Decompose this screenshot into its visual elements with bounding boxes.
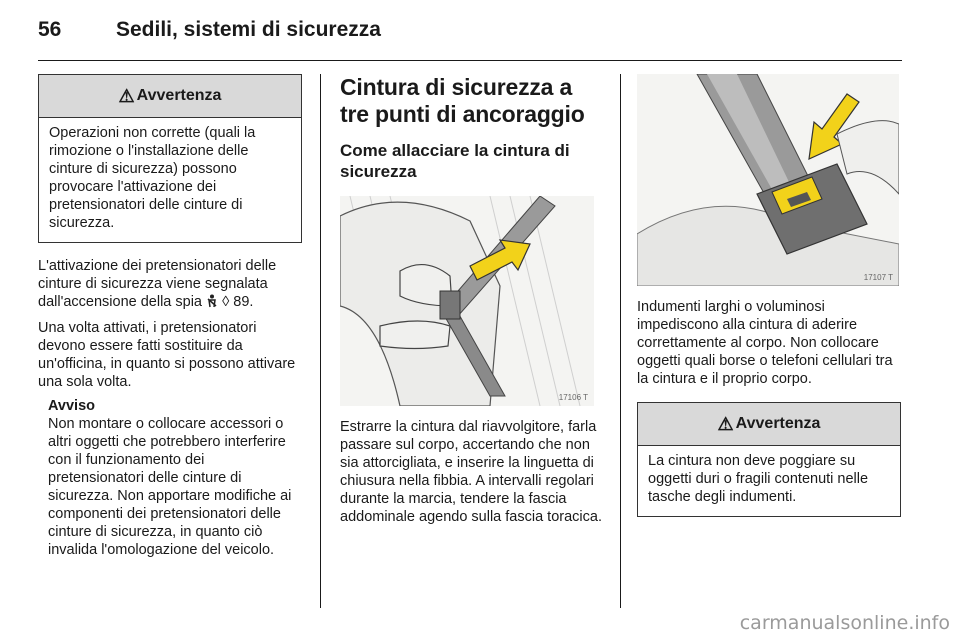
page-number: 56: [38, 18, 62, 41]
section-title: Cintura di sicurezza a tre punti di ancoraggio: [340, 74, 585, 127]
seatbelt-fastening-illustration: [340, 196, 594, 406]
warning-header: [638, 403, 900, 446]
warning-title: Avvertenza: [735, 415, 821, 432]
paragraph: Una volta attivati, i pretensionatori devono essere fatti sostituire da un'officina, in quanto si possono attivare una sola volta.: [38, 320, 296, 390]
seatbelt-warning-light-icon: [206, 294, 218, 313]
warning-box: [637, 402, 901, 517]
header-divider: [38, 60, 902, 61]
paragraph: Indumenti larghi o voluminosi impediscono alla cintura di aderire correttamente al corpo. Non collocare oggetti quali borse o telefoni cellulari tra la cintura e il proprio corpo.: [637, 299, 893, 387]
note-title: Avviso: [48, 398, 96, 414]
warning-triangle-icon: ⚠: [118, 85, 135, 106]
figure-code: 17107 T: [863, 273, 893, 282]
paragraph: [38, 257, 302, 313]
illustration-drawing: [340, 196, 594, 406]
column-divider-1: [320, 74, 321, 608]
warning-text: La cintura non deve poggiare su oggetti duri o fragili contenuti nelle tasche degli indumenti.: [648, 453, 869, 505]
figure-code: 17106 T: [558, 393, 588, 402]
subsection-title: Come allacciare la cintura di sicurezza: [340, 141, 570, 181]
warning-triangle-icon: ⚠: [717, 413, 734, 434]
warning-box: [38, 74, 302, 243]
warning-header: [39, 75, 301, 118]
watermark: carmanualsonline.info: [739, 612, 950, 634]
page-header: [38, 18, 902, 48]
column-divider-2: [620, 74, 621, 608]
seatbelt-buckle-illustration: [637, 74, 899, 286]
warning-title: Avvertenza: [136, 87, 222, 104]
column-middle: [340, 74, 606, 526]
page-title: Sedili, sistemi di sicurezza: [116, 18, 381, 41]
paragraph: Estrarre la cintura dal riavvolgitore, farla passare sul corpo, accertando che non sia attorcigliata, e inserire la linguetta di chiusura nella fibbia. A intervalli regolari durante la marcia, tendere la fascia addominale agendo sulla fascia toracica.: [340, 419, 602, 525]
paragraph-text: L'attivazione dei pretensionatori delle cinture di sicurezza viene segnalata dall'accensione della spia: [38, 258, 277, 310]
page-reference-icon: ◊: [222, 294, 230, 310]
note-text: Non montare o collocare accessori o altri oggetti che potrebbero interferire con il funzionamento dei pretensionatori delle cinture di sicurezza. Non apportare modifiche ai componenti dei pretensionatori delle cinture di sicurezza, in quanto ciò invalida l'omologazione del veicolo.: [48, 416, 292, 558]
illustration-drawing: [637, 74, 899, 286]
warning-text: Operazioni non corrette (quali la rimozione o l'installazione delle cinture di sicurezza) possono provocare l'attivazione dei pretensionatori delle cinture di sicurezza.: [49, 125, 256, 231]
column-right: [637, 74, 901, 517]
column-left: [38, 74, 302, 559]
page-reference: 89.: [233, 294, 254, 310]
note-block: [38, 397, 302, 559]
